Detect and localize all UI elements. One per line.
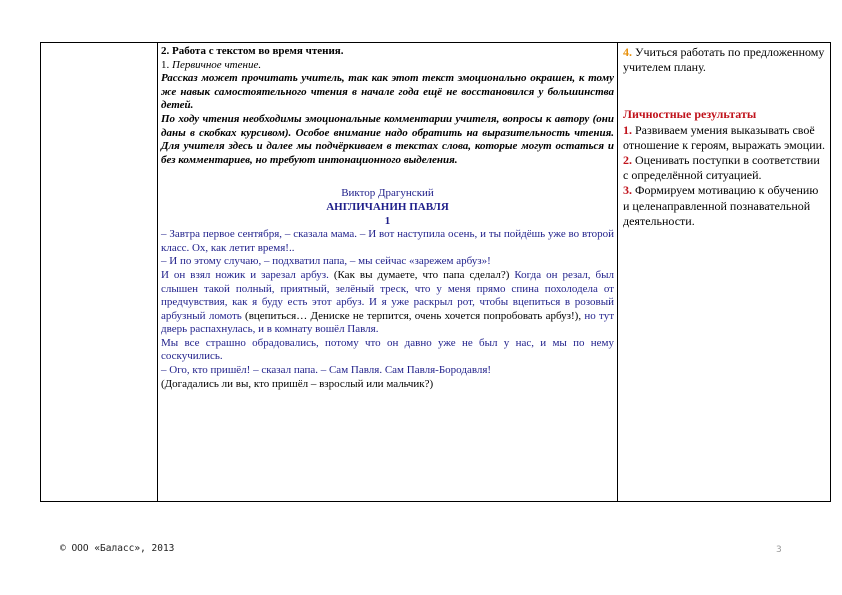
table-column-content <box>158 43 618 501</box>
page-number: 3 <box>776 545 782 555</box>
spacer <box>623 75 826 107</box>
result-item-2: 2. Оценивать поступки в соответствии с определённой ситуацией. <box>623 153 820 183</box>
story-paragraph: Мы все страшно обрадовались, потому что он давно уже не был у нас, и мы по нему соскучились. <box>161 336 614 363</box>
story-author: Виктор Драгунский <box>341 187 434 200</box>
table-column-results <box>618 43 830 501</box>
result-item-3: 3. Формируем мотивацию к обучению и целенаправленной познавательной деятельности. <box>623 183 819 228</box>
story-paragraph: И он взял ножик и зарезал арбуз. (Как вы думаете, что папа сделал?) Когда он резал, был слышен такой полный, приятный, зелёный треск, что у меня прямо спина похолодела от предчувствия, как я буду есть этот арбуз. И я уже раскрыл рот, чтобы вцепиться в розовый арбузный ломоть (вцепиться… Дениске не терпится, очень хочется попробовать арбуз!), но тут дверь распахнулась, и в комнату вошёл Павля. <box>161 268 615 336</box>
spacer <box>161 167 614 187</box>
story-paragraph: – И по этому случаю, – подхватил папа, – мы сейчас «зарежем арбуз»! <box>161 255 491 268</box>
table-column-stage <box>41 43 158 501</box>
personal-results-heading: Личностные результаты <box>623 107 757 122</box>
lesson-table <box>40 42 831 502</box>
result-item-4: 4. Учиться работать по предложенному учителем плану. <box>623 45 825 75</box>
result-item-1: 1. Развиваем умения выказывать своё отношение к героям, выражать эмоции. <box>623 122 826 152</box>
paragraph-comments-note: По ходу чтения необходимы эмоциональные комментарии учителя, вопросы к автору (они даны в скобках курсивом). Особое внимание надо обратить на выразительность чтения. Для учителя здесь и далее мы подчёркиваем в текстах слова, которые могут остаться и без комментариев, но требуют интонационного выделения. <box>161 112 614 166</box>
story-paragraph: – Завтра первое сентября, – сказала мама. – И вот наступила осень, и ты пойдёшь уже во второй класс. Ох, как летит время!.. <box>161 228 614 254</box>
story-paragraph: – Ого, кто пришёл! – сказал папа. – Сам Павля. Сам Павля-Бородавля! <box>161 364 492 377</box>
story-title: АНГЛИЧАНИН ПАВЛЯ <box>326 200 449 213</box>
item-first-reading: 1. Первичное чтение. <box>161 58 262 71</box>
section-heading: 2. Работа с текстом во время чтения. <box>161 45 344 57</box>
story-question: (Догадались ли вы, кто пришёл – взрослый или мальчик?) <box>161 377 434 390</box>
chapter-number: 1 <box>384 214 391 227</box>
paragraph-reading-note: Рассказ может прочитать учитель, так как этот текст эмоционально окрашен, к тому же навык самостоятельного чтения в начале года ещё не восстановился у большинства детей. <box>161 72 614 112</box>
footer-copyright: © ООО «Баласс», 2013 <box>60 543 175 554</box>
